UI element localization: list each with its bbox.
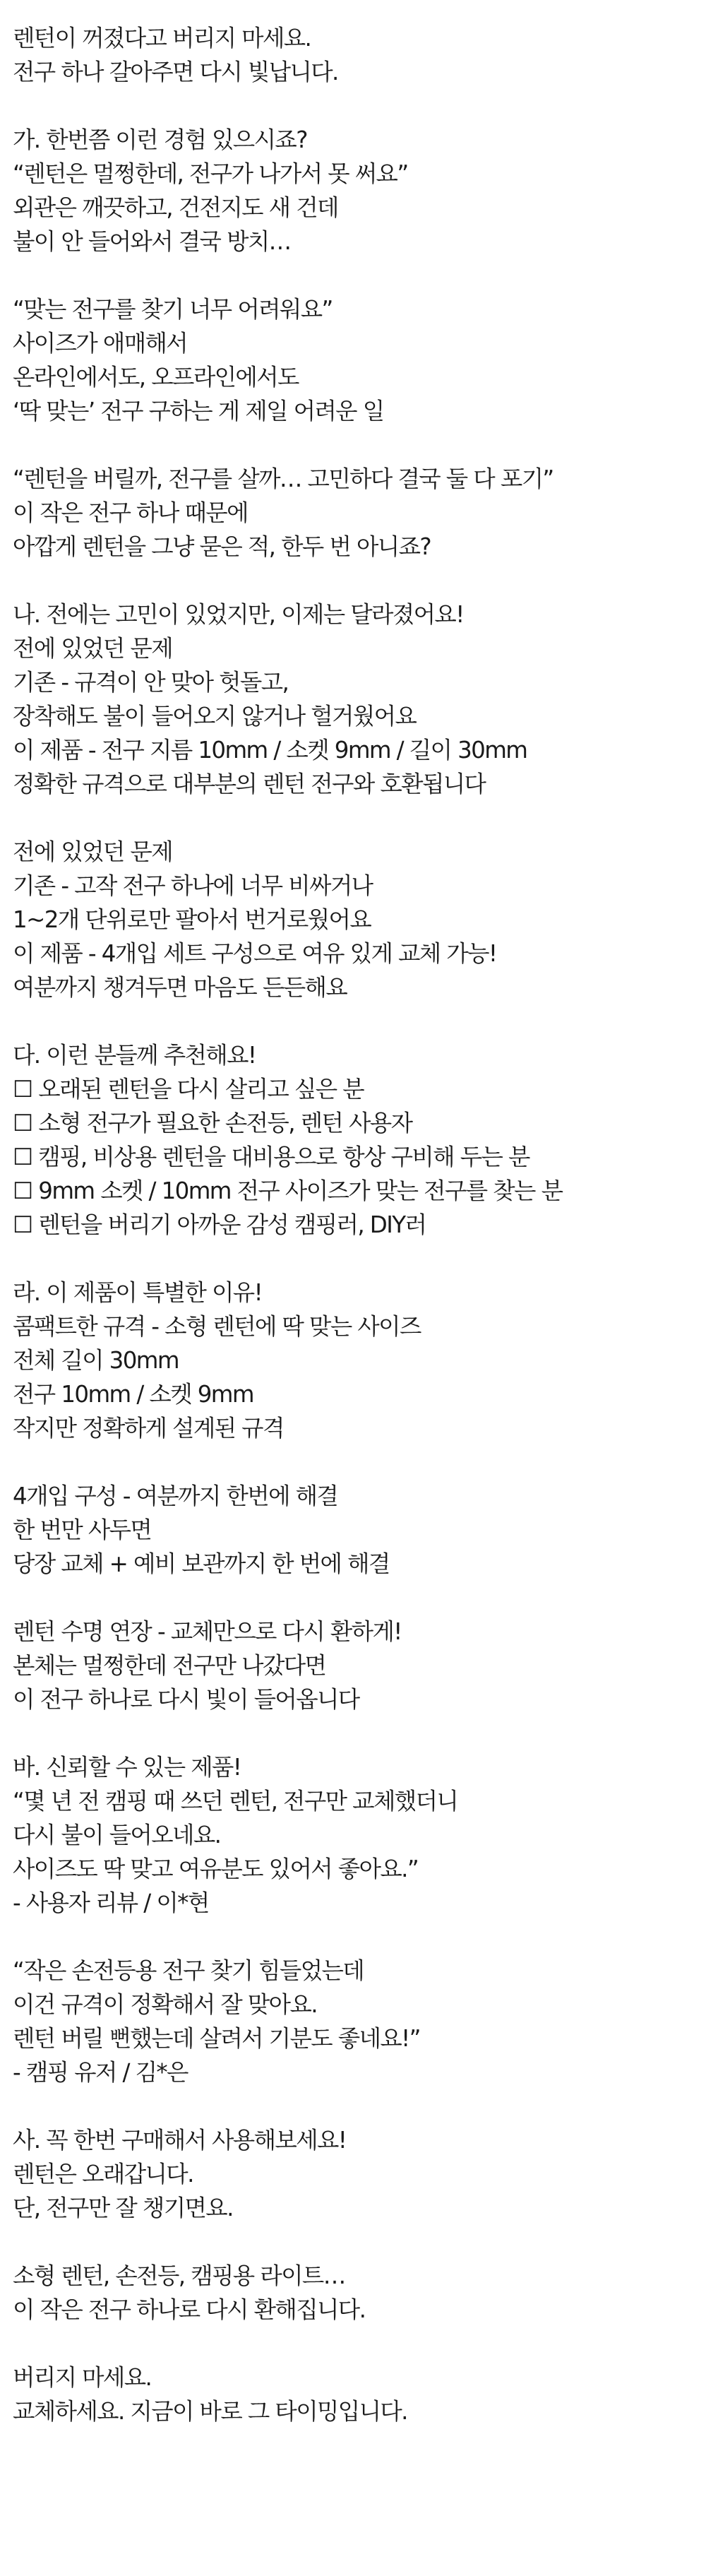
text-line: 기존 - 고작 전구 하나에 너무 비싸거나 <box>13 872 373 899</box>
text-line: “맞는 전구를 찾기 너무 어려워요” <box>13 296 333 323</box>
text-line: 기존 - 규격이 안 맞아 헛돌고, <box>13 669 289 696</box>
paragraph-gap <box>13 1716 706 1750</box>
text-line: 여분까지 챙겨두면 마음도 든든해요 <box>13 974 347 1001</box>
paragraph-gap <box>13 2327 706 2361</box>
text-line: 이 전구 하나로 다시 빛이 들어옵니다 <box>13 1686 359 1713</box>
text-line: 바. 신뢰할 수 있는 제품! <box>13 1754 241 1781</box>
text-block <box>13 1276 706 1445</box>
text-line: 불이 안 들어와서 결국 방치… <box>13 228 291 255</box>
text-line: 1~2개 단위로만 팔아서 번거로웠어요 <box>13 906 371 933</box>
text-line: 당장 교체 + 예비 보관까지 한 번에 해결 <box>13 1550 390 1577</box>
paragraph-gap <box>13 1445 706 1479</box>
text-block <box>13 292 706 428</box>
text-line: “렌턴을 버릴까, 전구를 살까… 고민하다 결국 둘 다 포기” <box>13 465 554 492</box>
paragraph-gap <box>13 89 706 123</box>
text-block <box>13 1038 706 1242</box>
paragraph-gap <box>13 428 706 462</box>
text-block <box>13 462 706 564</box>
text-line: ☐ 9mm 소켓 / 10mm 전구 사이즈가 맞는 전구를 찾는 분 <box>13 1177 563 1204</box>
text-block <box>13 21 706 89</box>
text-line: ‘딱 맞는’ 전구 구하는 게 제일 어려운 일 <box>13 398 384 425</box>
text-line: 렌턴 버릴 뻔했는데 살려서 기분도 좋네요!” <box>13 2025 420 2052</box>
text-line: 이 작은 전구 하나로 다시 환해집니다. <box>13 2296 366 2323</box>
text-line: 4개입 구성 - 여분까지 한번에 해결 <box>13 1483 338 1509</box>
text-line: 단, 전구만 잘 챙기면요. <box>13 2195 233 2221</box>
paragraph-gap <box>13 259 706 292</box>
text-line: 다. 이런 분들께 추천해요! <box>13 1042 256 1069</box>
text-block <box>13 2123 706 2225</box>
text-line: 다시 불이 들어오네요. <box>13 1822 221 1848</box>
text-line: 이건 규격이 정확해서 잘 맞아요. <box>13 1991 317 2018</box>
text-line: ☐ 오래된 렌턴을 다시 살리고 싶은 분 <box>13 1076 364 1103</box>
text-line: 정확한 규격으로 대부분의 렌턴 전구와 호환됩니다 <box>13 771 486 797</box>
text-block <box>13 123 706 259</box>
text-line: ☐ 렌턴을 버리기 아까운 감성 캠핑러, DIY러 <box>13 1211 426 1238</box>
text-block <box>13 2259 706 2327</box>
text-line: “몇 년 전 캠핑 때 쓰던 렌턴, 전구만 교체했더니 <box>13 1788 458 1815</box>
text-line: “렌턴은 멀쩡한데, 전구가 나가서 못 써요” <box>13 160 408 187</box>
text-block <box>13 835 706 1004</box>
text-line: 전에 있었던 문제 <box>13 838 173 865</box>
text-line: 전에 있었던 문제 <box>13 635 173 662</box>
text-line: 사. 꼭 한번 구매해서 사용해보세요! <box>13 2127 347 2154</box>
text-line: 장착해도 불이 들어오지 않거나 헐거웠어요 <box>13 703 417 730</box>
text-line: “작은 손전등용 전구 찾기 힘들었는데 <box>13 1957 364 1984</box>
text-line: 나. 전에는 고민이 있었지만, 이제는 달라졌어요! <box>13 601 464 628</box>
text-line: - 사용자 리뷰 / 이*현 <box>13 1889 209 1916</box>
paragraph-gap <box>13 564 706 598</box>
paragraph-gap <box>13 801 706 835</box>
text-block <box>13 2361 706 2428</box>
text-line: 콤팩트한 규격 - 소형 렌턴에 딱 맞는 사이즈 <box>13 1313 421 1340</box>
text-line: 렌턴은 오래갑니다. <box>13 2161 193 2188</box>
text-block <box>13 1954 706 2089</box>
text-block <box>13 598 706 801</box>
text-line: ☐ 소형 전구가 필요한 손전등, 렌턴 사용자 <box>13 1110 412 1136</box>
text-line: 렌턴이 꺼졌다고 버리지 마세요. <box>13 25 311 52</box>
paragraph-gap <box>13 1242 706 1276</box>
paragraph-gap <box>13 1004 706 1038</box>
text-line: 작지만 정확하게 설계된 규격 <box>13 1415 284 1442</box>
text-line: 렌턴 수명 연장 - 교체만으로 다시 환하게! <box>13 1618 402 1645</box>
text-line: 이 제품 - 전구 지름 10mm / 소켓 9mm / 길이 30mm <box>13 737 527 764</box>
text-line: - 캠핑 유저 / 김*은 <box>13 2059 188 2086</box>
text-block <box>13 1750 706 1920</box>
text-line: 전구 하나 갈아주면 다시 빛납니다. <box>13 59 338 85</box>
text-line: ☐ 캠핑, 비상용 렌턴을 대비용으로 항상 구비해 두는 분 <box>13 1144 530 1170</box>
text-line: 라. 이 제품이 특별한 이유! <box>13 1279 263 1306</box>
text-line: 본체는 멀쩡한데 전구만 나갔다면 <box>13 1652 326 1679</box>
text-line: 사이즈도 딱 맞고 여유분도 있어서 좋아요.” <box>13 1856 419 1882</box>
text-line: 한 번만 사두면 <box>13 1516 152 1543</box>
text-line: 아깝게 렌턴을 그냥 묻은 적, 한두 번 아니죠? <box>13 533 431 560</box>
text-line: 외관은 깨끗하고, 건전지도 새 건데 <box>13 194 338 221</box>
text-line: 전구 10mm / 소켓 9mm <box>13 1381 253 1408</box>
text-line: 이 작은 전구 하나 때문에 <box>13 499 248 526</box>
paragraph-gap <box>13 1581 706 1615</box>
text-line: 온라인에서도, 오프라인에서도 <box>13 364 299 391</box>
paragraph-gap <box>13 2225 706 2259</box>
text-line: 소형 렌턴, 손전등, 캠핑용 라이트… <box>13 2262 345 2289</box>
text-line: 사이즈가 애매해서 <box>13 330 188 357</box>
paragraph-gap <box>13 1920 706 1954</box>
text-line: 전체 길이 30mm <box>13 1347 179 1374</box>
paragraph-gap <box>13 2089 706 2123</box>
text-line: 버리지 마세요. <box>13 2364 152 2391</box>
text-line: 이 제품 - 4개입 세트 구성으로 여유 있게 교체 가능! <box>13 940 497 967</box>
text-line: 교체하세요. 지금이 바로 그 타이밍입니다. <box>13 2398 407 2425</box>
text-block <box>13 1479 706 1581</box>
text-block <box>13 1615 706 1716</box>
text-line: 가. 한번쯤 이런 경험 있으시죠? <box>13 126 307 153</box>
